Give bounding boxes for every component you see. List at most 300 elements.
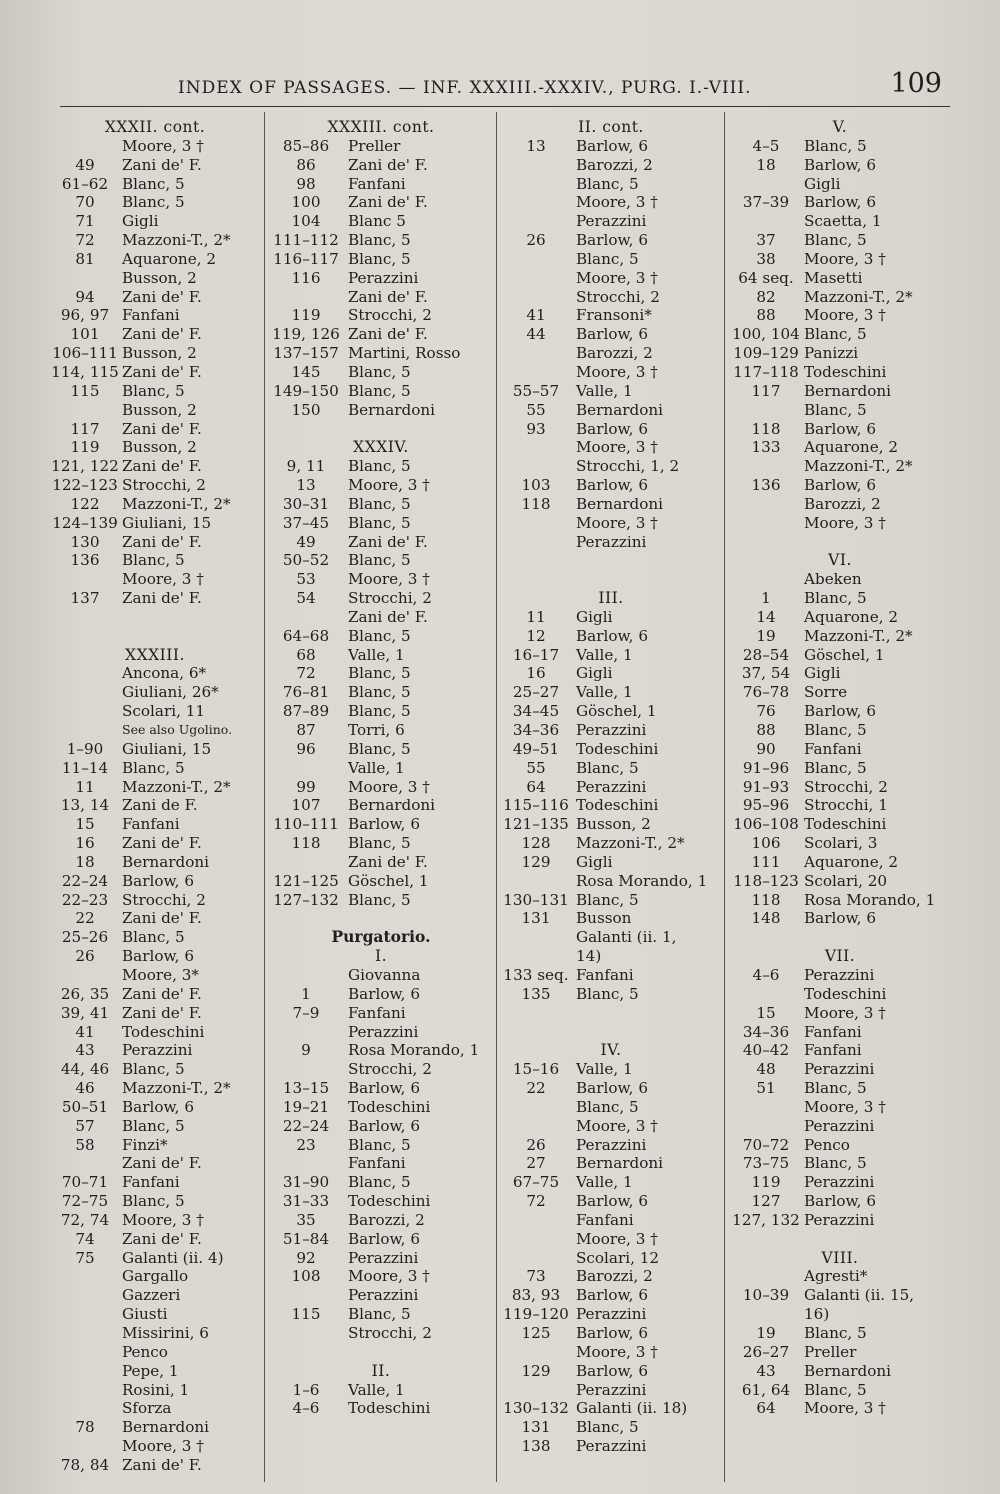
commentator-reference: Agresti* bbox=[804, 1267, 868, 1286]
commentator-reference: Fransoni* bbox=[576, 306, 652, 325]
index-entry bbox=[730, 740, 950, 759]
commentator-reference: Sforza bbox=[122, 1399, 172, 1418]
commentator-reference: Bernardoni bbox=[804, 381, 892, 400]
commentator-reference: Busson, 2 bbox=[122, 438, 197, 457]
line-number: 117–118 bbox=[733, 362, 799, 381]
line-number: 119–120 bbox=[503, 1305, 569, 1324]
commentator-reference: Fanfani bbox=[348, 1003, 406, 1022]
line-number: 7–9 bbox=[292, 1003, 320, 1022]
commentator-reference: Gigli bbox=[576, 664, 613, 683]
line-number: 96, 97 bbox=[60, 306, 110, 325]
index-entry bbox=[50, 796, 260, 815]
index-entry bbox=[500, 891, 722, 910]
commentator-reference: Abeken bbox=[804, 570, 862, 589]
index-entry bbox=[730, 495, 950, 514]
index-entry bbox=[50, 514, 260, 533]
commentator-reference: Perazzini bbox=[804, 1060, 875, 1079]
spacer bbox=[270, 1343, 492, 1362]
index-entry bbox=[730, 815, 950, 834]
index-entry bbox=[270, 815, 492, 834]
commentator-reference: Blanc, 5 bbox=[348, 626, 411, 645]
index-entry bbox=[270, 269, 492, 288]
commentator-reference: Bernardoni bbox=[804, 1361, 892, 1380]
commentator-reference: Blanc, 5 bbox=[348, 381, 411, 400]
index-entry bbox=[50, 1305, 260, 1324]
index-entry bbox=[730, 175, 950, 194]
line-number: 11 bbox=[75, 777, 95, 796]
index-entry bbox=[730, 702, 950, 721]
index-entry bbox=[270, 1230, 492, 1249]
index-entry bbox=[730, 570, 950, 589]
line-number: 82 bbox=[756, 287, 776, 306]
index-entry bbox=[50, 834, 260, 853]
line-number: 16 bbox=[75, 834, 95, 853]
line-number: 133 bbox=[751, 438, 781, 457]
line-number: 26–27 bbox=[742, 1342, 790, 1361]
commentator-reference: 16) bbox=[804, 1305, 830, 1324]
index-column-2 bbox=[270, 118, 492, 1418]
index-entry bbox=[270, 740, 492, 759]
commentator-reference: Busson, 2 bbox=[122, 400, 197, 419]
line-number: 99 bbox=[296, 777, 316, 796]
index-entry bbox=[500, 438, 722, 457]
line-number: 116 bbox=[291, 268, 321, 287]
line-number: 11–14 bbox=[61, 758, 109, 777]
index-entry bbox=[270, 1098, 492, 1117]
commentator-reference: Moore, 3* bbox=[122, 965, 199, 984]
commentator-reference: Todeschini bbox=[804, 984, 887, 1003]
commentator-reference: Todeschini bbox=[122, 1022, 205, 1041]
index-entry bbox=[270, 250, 492, 269]
line-number: 92 bbox=[296, 1248, 316, 1267]
index-entry bbox=[270, 627, 492, 646]
index-entry bbox=[730, 1041, 950, 1060]
commentator-reference: Blanc, 5 bbox=[348, 890, 411, 909]
index-entry bbox=[50, 872, 260, 891]
line-number: 31–33 bbox=[282, 1192, 330, 1211]
index-entry bbox=[730, 1136, 950, 1155]
commentator-reference: Moore, 3 † bbox=[804, 1097, 886, 1116]
index-entry bbox=[500, 1381, 722, 1400]
line-number: 115 bbox=[291, 1305, 321, 1324]
line-number: 55 bbox=[526, 758, 546, 777]
line-number: 73–75 bbox=[742, 1154, 790, 1173]
line-number: 127–132 bbox=[273, 890, 339, 909]
commentator-reference: Barlow, 6 bbox=[348, 1079, 420, 1098]
index-entry bbox=[50, 1023, 260, 1042]
line-number: 70–72 bbox=[742, 1135, 790, 1154]
line-number: 104 bbox=[291, 212, 321, 231]
index-entry bbox=[50, 1117, 260, 1136]
index-entry bbox=[730, 1004, 950, 1023]
commentator-reference: Strocchi, 2 bbox=[348, 589, 432, 608]
page-number: 109 bbox=[890, 68, 942, 99]
line-number: 19 bbox=[756, 1324, 776, 1342]
index-entry bbox=[500, 909, 722, 928]
index-entry bbox=[50, 740, 260, 759]
line-number: 51 bbox=[756, 1079, 776, 1098]
line-number: 53 bbox=[296, 570, 316, 589]
index-entry bbox=[730, 853, 950, 872]
line-number: 18 bbox=[756, 155, 776, 174]
index-entry bbox=[730, 269, 950, 288]
line-number: 136 bbox=[751, 476, 781, 495]
line-number: 114, 115 bbox=[51, 362, 119, 381]
index-entry bbox=[500, 928, 722, 947]
line-number: 22–24 bbox=[282, 1116, 330, 1135]
commentator-reference: Gazzeri bbox=[122, 1286, 181, 1305]
index-entry bbox=[50, 815, 260, 834]
commentator-reference: Blanc, 5 bbox=[348, 457, 411, 476]
index-entry bbox=[500, 1136, 722, 1155]
index-entry bbox=[270, 363, 492, 382]
commentator-reference: Barlow, 6 bbox=[576, 419, 648, 438]
line-number: 74 bbox=[75, 1229, 95, 1248]
commentator-reference: Blanc, 5 bbox=[348, 683, 411, 702]
line-number: 49 bbox=[75, 155, 95, 174]
index-entry bbox=[730, 363, 950, 382]
line-number: 127, 132 bbox=[732, 1210, 800, 1229]
index-entry bbox=[500, 288, 722, 307]
line-number: 4–6 bbox=[292, 1399, 320, 1418]
commentator-reference: Galanti (ii. 1, bbox=[576, 928, 677, 947]
commentator-reference: Moore, 3 † bbox=[348, 476, 430, 495]
commentator-reference: Blanc, 5 bbox=[348, 362, 411, 381]
index-entry bbox=[270, 212, 492, 231]
index-entry bbox=[500, 627, 722, 646]
spacer bbox=[270, 909, 492, 928]
column-divider bbox=[496, 112, 497, 1482]
commentator-reference: Blanc 5 bbox=[348, 212, 406, 231]
index-entry bbox=[270, 476, 492, 495]
index-entry bbox=[730, 664, 950, 683]
index-entry bbox=[500, 193, 722, 212]
line-number: 72 bbox=[526, 1192, 546, 1211]
commentator-reference: Perazzini bbox=[576, 1437, 647, 1456]
index-entry bbox=[730, 966, 950, 985]
index-entry bbox=[500, 1117, 722, 1136]
spacer bbox=[730, 1230, 950, 1249]
commentator-reference: Busson, 2 bbox=[122, 344, 197, 363]
line-number: 76–78 bbox=[742, 683, 790, 702]
line-number: 26 bbox=[526, 1135, 546, 1154]
line-number: 64 bbox=[756, 1399, 776, 1418]
index-entry bbox=[50, 457, 260, 476]
commentator-reference: Göschel, 1 bbox=[348, 871, 429, 890]
commentator-reference: Barlow, 6 bbox=[804, 909, 876, 928]
line-number: 137 bbox=[70, 589, 100, 608]
commentator-reference: Barozzi, 2 bbox=[576, 1267, 653, 1286]
index-entry bbox=[270, 1381, 492, 1400]
line-number: 78 bbox=[75, 1418, 95, 1437]
commentator-reference: Blanc, 5 bbox=[122, 1116, 185, 1135]
index-entry bbox=[500, 985, 722, 1004]
commentator-reference: Aquarone, 2 bbox=[804, 438, 899, 457]
commentator-reference: Aquarone, 2 bbox=[804, 607, 899, 626]
index-entry bbox=[50, 1399, 260, 1418]
line-number: 37 bbox=[756, 231, 776, 250]
line-number: 88 bbox=[756, 721, 776, 739]
index-entry bbox=[270, 551, 492, 570]
line-number: 44, 46 bbox=[60, 1060, 110, 1079]
index-entry bbox=[500, 683, 722, 702]
line-number: 23 bbox=[296, 1135, 316, 1154]
line-number: 149–150 bbox=[273, 381, 339, 400]
line-number: 43 bbox=[75, 1041, 95, 1060]
index-entry bbox=[500, 533, 722, 552]
commentator-reference: Aquarone, 2 bbox=[122, 249, 217, 268]
line-number: 9 bbox=[301, 1041, 311, 1060]
index-entry bbox=[50, 1192, 260, 1211]
index-entry bbox=[270, 1154, 492, 1173]
commentator-reference: Zani de' F. bbox=[348, 532, 428, 551]
commentator-reference: Perazzini bbox=[348, 1248, 419, 1267]
line-number: 72–75 bbox=[61, 1192, 109, 1211]
commentator-reference: Perazzini bbox=[804, 1116, 875, 1135]
index-entry bbox=[730, 721, 950, 740]
commentator-reference: Gigli bbox=[804, 664, 841, 683]
index-entry bbox=[500, 966, 722, 985]
index-entry bbox=[730, 1305, 950, 1324]
commentator-reference: Barlow, 6 bbox=[576, 325, 648, 344]
index-entry bbox=[270, 1079, 492, 1098]
index-entry bbox=[270, 1004, 492, 1023]
index-entry bbox=[730, 627, 950, 646]
canticle-heading: Purgatorio. bbox=[331, 927, 431, 947]
commentator-reference: Strocchi, 2 bbox=[348, 1060, 432, 1079]
index-entry bbox=[500, 815, 722, 834]
commentator-reference: Valle, 1 bbox=[576, 1060, 633, 1079]
index-entry bbox=[500, 495, 722, 514]
line-number: 106 bbox=[751, 834, 781, 853]
index-entry bbox=[270, 1249, 492, 1268]
index-entry bbox=[50, 1211, 260, 1230]
index-entry bbox=[500, 457, 722, 476]
commentator-reference: Fanfani bbox=[122, 1173, 180, 1192]
commentator-reference: Todeschini bbox=[804, 815, 887, 834]
line-number: 130–131 bbox=[503, 890, 569, 909]
commentator-reference: Gigli bbox=[122, 212, 159, 231]
index-entry bbox=[500, 1211, 722, 1230]
commentator-reference: Perazzini bbox=[122, 1041, 193, 1060]
index-entry bbox=[730, 834, 950, 853]
line-number: 46 bbox=[75, 1079, 95, 1098]
index-entry bbox=[730, 778, 950, 797]
index-entry bbox=[730, 401, 950, 420]
index-entry bbox=[730, 1343, 950, 1362]
index-entry bbox=[270, 778, 492, 797]
line-number: 41 bbox=[75, 1022, 95, 1041]
index-entry bbox=[50, 212, 260, 231]
line-number: 93 bbox=[526, 419, 546, 438]
index-entry bbox=[270, 589, 492, 608]
line-number: 94 bbox=[75, 287, 95, 306]
line-number: 4–6 bbox=[752, 965, 780, 984]
index-entry bbox=[270, 966, 492, 985]
line-number: 118–123 bbox=[733, 871, 799, 890]
commentator-reference: Blanc, 5 bbox=[576, 249, 639, 268]
commentator-reference: Moore, 3 † bbox=[576, 1116, 658, 1135]
index-entry bbox=[500, 1362, 722, 1381]
commentator-reference: Moore, 3 † bbox=[122, 136, 204, 155]
commentator-reference: Perazzini bbox=[576, 777, 647, 796]
commentator-reference: Zani de' F. bbox=[348, 607, 428, 626]
commentator-reference: Strocchi, 2 bbox=[348, 1324, 432, 1342]
line-number: 119, 126 bbox=[272, 325, 340, 344]
commentator-reference: Barozzi, 2 bbox=[804, 494, 881, 513]
commentator-reference: Busson, 2 bbox=[122, 268, 197, 287]
commentator-reference: Fanfani bbox=[348, 1154, 406, 1173]
line-number: 15 bbox=[75, 815, 95, 834]
commentator-reference: Strocchi, 1 bbox=[804, 796, 888, 815]
commentator-reference: Galanti (ii. 15, bbox=[804, 1286, 915, 1305]
index-entry bbox=[50, 1249, 260, 1268]
commentator-reference: Valle, 1 bbox=[348, 1380, 405, 1399]
index-entry bbox=[500, 156, 722, 175]
index-entry bbox=[270, 1267, 492, 1286]
index-entry bbox=[270, 137, 492, 156]
commentator-reference: Todeschini bbox=[576, 739, 659, 758]
index-entry bbox=[50, 306, 260, 325]
line-number: 107 bbox=[291, 796, 321, 815]
line-number: 1–90 bbox=[66, 739, 104, 758]
index-entry bbox=[730, 1117, 950, 1136]
index-entry bbox=[270, 891, 492, 910]
commentator-reference: Blanc, 5 bbox=[348, 494, 411, 513]
index-entry bbox=[500, 306, 722, 325]
commentator-reference: Blanc, 5 bbox=[804, 758, 867, 777]
index-column-3 bbox=[500, 118, 722, 1456]
commentator-reference: Zani de' F. bbox=[348, 852, 428, 871]
commentator-reference: Valle, 1 bbox=[348, 758, 405, 777]
commentator-reference: Valle, 1 bbox=[576, 645, 633, 664]
line-number: 70 bbox=[75, 193, 95, 212]
index-entry bbox=[270, 796, 492, 815]
line-number: 55–57 bbox=[512, 381, 560, 400]
index-entry bbox=[270, 1399, 492, 1418]
commentator-reference: Moore, 3 † bbox=[576, 362, 658, 381]
commentator-reference: Bernardoni bbox=[576, 400, 664, 419]
commentator-reference: Blanc, 5 bbox=[122, 928, 185, 947]
commentator-reference: Moore, 3 † bbox=[348, 570, 430, 589]
line-number: 117 bbox=[751, 381, 781, 400]
commentator-reference: Perazzini bbox=[348, 268, 419, 287]
commentator-reference: Fanfani bbox=[804, 739, 862, 758]
line-number: 101 bbox=[70, 325, 100, 344]
index-entry bbox=[270, 570, 492, 589]
commentator-reference: Giuliani, 15 bbox=[122, 739, 212, 758]
line-number: 133 seq. bbox=[503, 965, 569, 984]
commentator-reference: Barlow, 6 bbox=[576, 136, 648, 155]
commentator-reference: Fanfani bbox=[804, 1022, 862, 1041]
commentator-reference: Perazzini bbox=[348, 1286, 419, 1305]
line-number: 37, 54 bbox=[741, 664, 791, 683]
line-number: 106–111 bbox=[52, 344, 118, 363]
index-entry bbox=[50, 909, 260, 928]
commentator-reference: Zani de' F. bbox=[122, 1154, 202, 1173]
index-entry bbox=[50, 1173, 260, 1192]
line-number: 127 bbox=[751, 1192, 781, 1211]
commentator-reference: Rosa Morando, 1 bbox=[804, 890, 936, 909]
commentator-reference: Mazzoni-T., 2* bbox=[804, 287, 913, 306]
line-number: 117 bbox=[70, 419, 100, 438]
commentator-reference: Perazzini bbox=[576, 1135, 647, 1154]
commentator-reference: Aquarone, 2 bbox=[804, 852, 899, 871]
commentator-reference: Rosa Morando, 1 bbox=[576, 871, 708, 890]
index-entry bbox=[270, 834, 492, 853]
line-number: 9, 11 bbox=[286, 457, 326, 476]
commentator-reference: Mazzoni-T., 2* bbox=[122, 494, 231, 513]
index-entry bbox=[730, 514, 950, 533]
commentator-reference: Valle, 1 bbox=[576, 683, 633, 702]
index-entry bbox=[730, 231, 950, 250]
index-entry bbox=[270, 344, 492, 363]
commentator-reference: Barlow, 6 bbox=[576, 231, 648, 250]
section-heading: II. bbox=[371, 1361, 391, 1380]
index-entry bbox=[730, 306, 950, 325]
commentator-reference: Ancona, 6* bbox=[122, 664, 207, 683]
line-number: 87–89 bbox=[282, 702, 330, 721]
commentator-reference: Rosini, 1 bbox=[122, 1380, 190, 1399]
commentator-reference: Zani de' F. bbox=[348, 287, 428, 306]
index-entry bbox=[50, 1286, 260, 1305]
commentator-reference: Barozzi, 2 bbox=[576, 155, 653, 174]
index-entry bbox=[270, 1117, 492, 1136]
index-entry bbox=[500, 1192, 722, 1211]
line-number: 35 bbox=[296, 1210, 316, 1229]
commentator-reference: Giuliani, 26* bbox=[122, 683, 219, 702]
commentator-reference: Blanc, 5 bbox=[804, 400, 867, 419]
index-entry bbox=[500, 1305, 722, 1324]
commentator-reference: Fanfani bbox=[576, 965, 634, 984]
line-number: 19 bbox=[756, 626, 776, 645]
commentator-reference: Mazzoni-T., 2* bbox=[804, 457, 913, 476]
index-entry bbox=[270, 664, 492, 683]
line-number: 64 seq. bbox=[738, 268, 794, 287]
index-entry bbox=[730, 608, 950, 627]
commentator-reference: Blanc, 5 bbox=[348, 834, 411, 853]
index-entry bbox=[50, 269, 260, 288]
index-entry bbox=[730, 476, 950, 495]
commentator-reference: Moore, 3 † bbox=[348, 777, 430, 796]
commentator-reference: 14) bbox=[576, 947, 602, 966]
index-entry bbox=[270, 288, 492, 307]
commentator-reference: Bernardoni bbox=[348, 400, 436, 419]
index-column-4 bbox=[730, 118, 950, 1418]
index-entry bbox=[270, 325, 492, 344]
line-number: 26, 35 bbox=[60, 984, 110, 1003]
commentator-reference: Blanc, 5 bbox=[348, 1305, 411, 1324]
commentator-reference: Barlow, 6 bbox=[576, 1286, 648, 1305]
index-entry bbox=[730, 250, 950, 269]
index-entry bbox=[500, 231, 722, 250]
commentator-reference: Pepe, 1 bbox=[122, 1361, 179, 1380]
index-entry bbox=[730, 796, 950, 815]
commentator-reference: Blanc, 5 bbox=[348, 249, 411, 268]
index-entry bbox=[730, 1154, 950, 1173]
line-number: 125 bbox=[521, 1324, 551, 1342]
commentator-reference: Finzi* bbox=[122, 1135, 168, 1154]
index-entry bbox=[270, 1324, 492, 1343]
index-entry bbox=[50, 137, 260, 156]
running-header bbox=[60, 68, 950, 107]
line-number: 49–51 bbox=[512, 739, 560, 758]
line-number: 22–24 bbox=[61, 871, 109, 890]
index-entry bbox=[730, 1362, 950, 1381]
section-heading: XXXIII. cont. bbox=[327, 118, 435, 136]
index-entry bbox=[730, 288, 950, 307]
line-number: 11 bbox=[526, 607, 546, 626]
